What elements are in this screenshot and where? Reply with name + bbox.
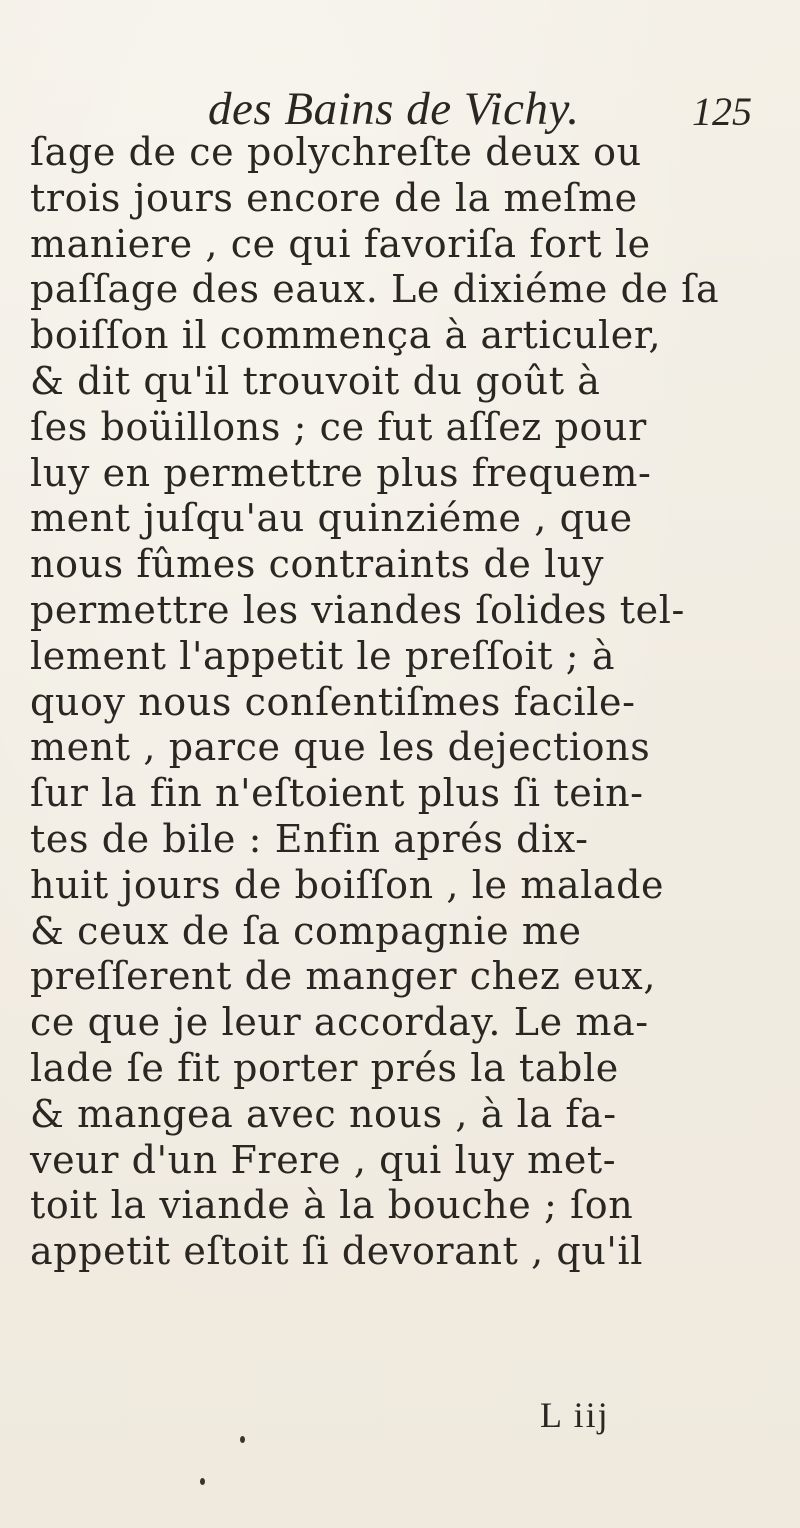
text-line: appetit eſtoit ſi devorant , qu'il — [30, 1229, 643, 1274]
text-line: tes de bile : Enfin aprés dix- — [30, 816, 589, 861]
text-line: & ceux de ſa compagnie me — [30, 908, 582, 953]
text-line: lement l'appetit le preſſoit ; à — [30, 633, 616, 678]
text-line: luy en permettre plus frequem- — [30, 450, 652, 495]
text-line: toit la viande à la bouche ; ſon — [30, 1183, 634, 1228]
text-line: nous fûmes contraints de luy — [30, 542, 605, 587]
text-line: paſſage des eaux. Le dixiéme de ſa — [30, 267, 720, 312]
signature-mark: L iij — [540, 1395, 610, 1435]
text-line: quoy nous conſentiſmes facile- — [30, 679, 636, 724]
text-line: ment juſqu'au quinziéme , que — [30, 496, 633, 541]
text-line: ſur la fin n'eſtoient plus ſi tein- — [30, 771, 644, 816]
text-line: trois jours encore de la meſme — [30, 175, 638, 220]
running-title: des Bains de Vichy. — [208, 83, 580, 135]
text-line: preſſerent de manger chez eux, — [30, 954, 656, 999]
text-line: boiſſon il commença à articuler, — [30, 313, 662, 358]
text-line: maniere , ce qui favoriſa fort le — [30, 221, 651, 266]
ink-speck — [200, 1478, 205, 1485]
text-line: veur d'un Frere , qui luy met- — [30, 1137, 617, 1182]
text-line: ſage de ce polychreſte deux ou — [30, 130, 642, 174]
text-line: ſes boüillons ; ce fut aſſez pour — [30, 404, 647, 449]
ink-speck — [240, 1436, 245, 1443]
text-line: & dit qu'il trouvoit du goût à — [30, 358, 601, 403]
text-line: permettre les viandes ſolides tel- — [30, 587, 685, 632]
text-line: huit jours de boiſſon , le malade — [30, 862, 665, 907]
body-text — [30, 130, 790, 1275]
text-line: lade ſe fit porter prés la table — [30, 1045, 619, 1090]
text-line: ment , parce que les dejections — [30, 725, 651, 770]
text-line: & mangea avec nous , à la fa- — [30, 1091, 617, 1136]
text-line: ce que je leur accorday. Le ma- — [30, 1000, 649, 1045]
page-number: 125 — [692, 89, 752, 134]
